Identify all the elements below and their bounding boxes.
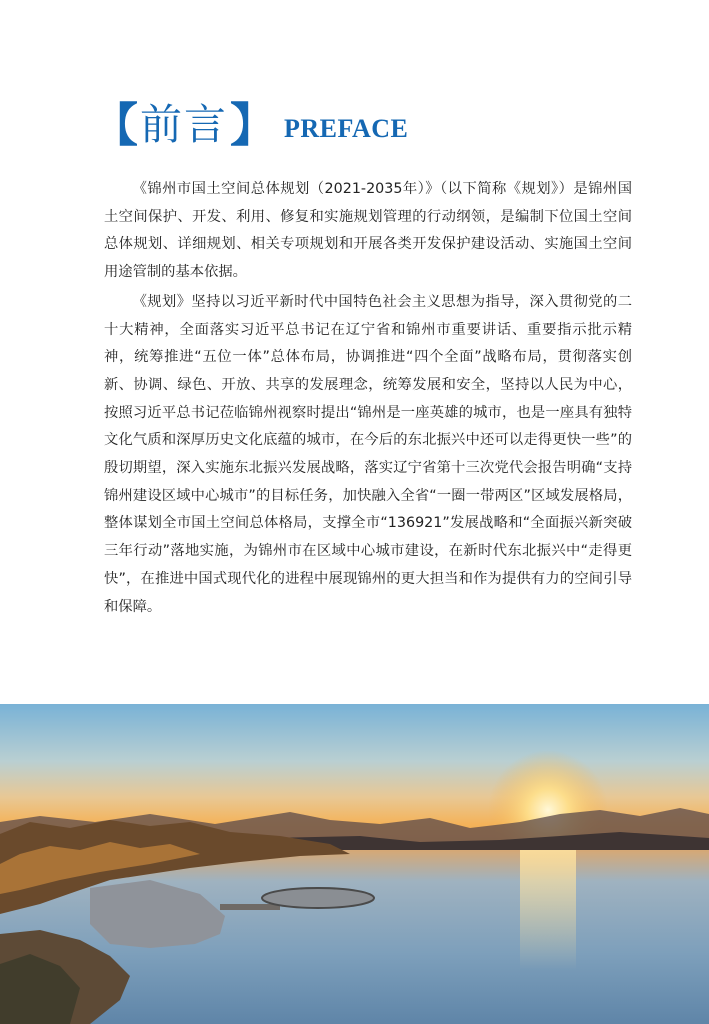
walkway-pier (220, 904, 280, 910)
preface-body (104, 176, 632, 623)
circular-platform (262, 888, 374, 908)
paragraph-1: 《锦州市国土空间总体规划（2021-2035年）》（以下简称《规划》）是锦州国土空间保护、开发、利用、修复和实施规划管理的行动纲领，是编制下位国土空间总体规划、详细规划、相关专项规划和开展各类开发保护建设活动、实施国土空间用途管制的基本依据。 (104, 181, 632, 281)
heading-title-cn: 前言 (140, 100, 229, 149)
left-bracket: 【 (92, 98, 138, 152)
paragraph-2: 《规划》坚持以习近平新时代中国特色社会主义思想为指导，深入贯彻党的二十大精神，全面落实习近平总书记在辽宁省和锦州市重要讲话、重要指示批示精神，统筹推进“五位一体”总体布局，协调推进“四个全面”战略布局，贯彻落实创新、协调、绿色、开放、共享的发展理念，统筹发展和安全，坚持以人民为中心，按照习近平总书记莅临锦州视察时提出“锦州是一座英雄的城市，也是一座具有独特文化气质和深厚历史文化底蕴的城市，在今后的东北振兴中还可以走得更快一些”的殷切期望，深入实施东北振兴发展战略，落实辽宁省第十三次党代会报告明确“支持锦州建设区域中心城市”的目标任务，加快融入全省“一圈一带两区”区域发展格局，整体谋划全市国土空间总体格局，支撑全市“136921”发展战略和“全面振兴新突破三年行动”落地实施，为锦州市在区域中心城市建设，在新时代东北振兴中“走得更快”，在推进中国式现代化的进程中展现锦州的更大担当和作为提供有力的空间引导和保障。 (104, 293, 632, 615)
preface-heading (92, 95, 408, 155)
right-bracket: 】 (230, 98, 277, 152)
heading-title-en: PREFACE (284, 114, 409, 143)
sun-reflection (520, 850, 576, 970)
lake-sunset-photo (0, 704, 709, 1024)
